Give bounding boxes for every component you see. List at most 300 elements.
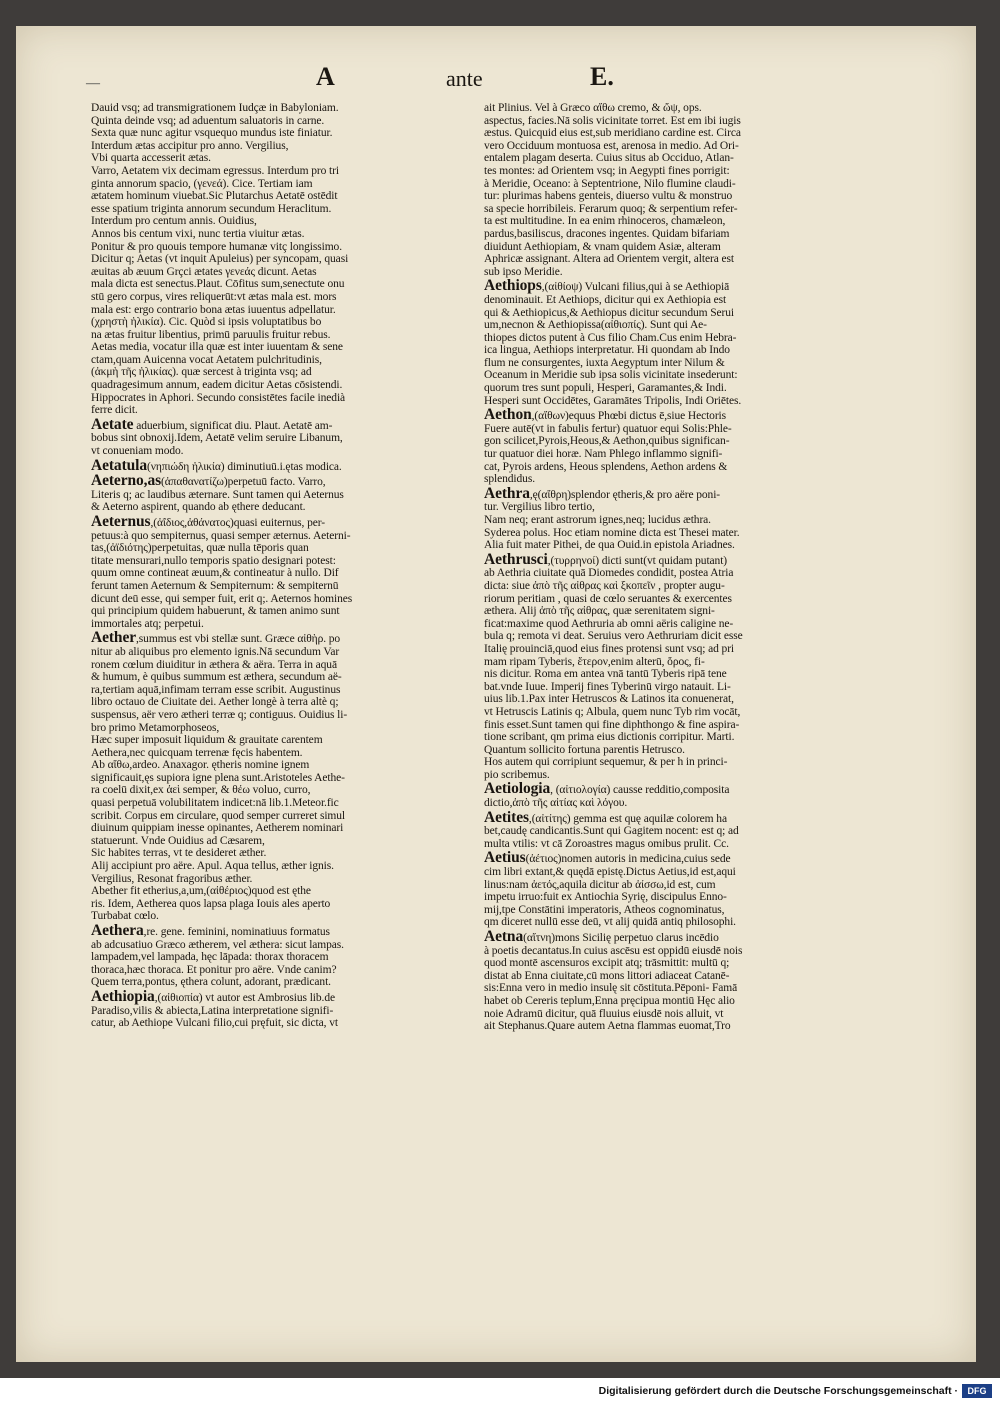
text-line — [91, 1017, 474, 1030]
header-right-letter: E. — [590, 62, 614, 91]
text-line — [91, 392, 474, 405]
line-text: Quantum sollicito fortuna parentis Hetrusco. — [484, 743, 685, 756]
text-line — [91, 115, 474, 128]
line-text: ,(ἀΐδιος,ἀθάνατος)quasi euiternus, per- — [150, 517, 325, 529]
text-line — [484, 995, 856, 1008]
entry-headword: Aeterno,as — [91, 472, 162, 490]
text-line — [91, 910, 474, 923]
line-text: habet ob Cereris teplum,Enna pręcipua montiū Hęc alio — [484, 994, 735, 1007]
text-line — [91, 514, 474, 530]
text-line — [484, 307, 856, 320]
line-text: Paradiso,vilis & abiecta,Latina interpretatione signifi- — [91, 1004, 334, 1017]
line-text: ficat:maxime quod Aethruria ab omni aëris caligine ne- — [484, 617, 734, 630]
line-text: Interdum pro centum annis. Ouidius, — [91, 215, 257, 228]
line-text: tur. Vergilius libro tertio, — [484, 501, 595, 514]
line-text: scribit. Corpus em circulare, quod semper curreret simul — [91, 809, 346, 822]
text-line — [484, 681, 856, 694]
text-line — [91, 165, 474, 178]
line-text: ferre dicit. — [91, 404, 138, 417]
text-line — [484, 731, 856, 744]
dfg-logo: DFG — [962, 1384, 992, 1398]
text-line — [91, 759, 474, 772]
entry-headword: Aetites — [484, 808, 529, 826]
line-text: qui & Aethiopicus,& Aethiopus dicitur secundum Serui — [484, 306, 735, 319]
line-text: ab Aethria ciuitate quā Diomedes condidit, postea Atria — [484, 567, 734, 580]
line-text: & humum, è quibus summum est æthera, secundum aë- — [91, 671, 342, 684]
text-line — [91, 152, 474, 165]
line-text: tas,(ἀϊδιότης)perpetuitas, quæ nulla tēporis quan — [91, 542, 309, 555]
line-text: qui principium quidem habuerunt, & tamen animo sunt — [91, 605, 340, 618]
text-line — [91, 329, 474, 342]
line-text: dictio,ἀπὸ τῆς αἰτίας καὶ λόγου. — [484, 797, 628, 810]
line-text: ætatem hominum viuebat.Sic Plutarchus Aetatē ostēdit — [91, 190, 338, 203]
text-line — [91, 734, 474, 747]
line-text: Aphricæ assignant. Altera ad Orientem vergit, altera est — [484, 253, 734, 266]
text-line — [91, 366, 474, 379]
text-line — [91, 266, 474, 279]
line-text: (ἀέτιος)nomen autoris in medicina,cuius sede — [525, 853, 731, 866]
text-line — [484, 215, 856, 228]
line-text: Abether fit etherius,a,um,(αἰθέριος)quod est ęthe — [91, 885, 311, 898]
line-text: ,(τυρρηνοί) dicti sunt(vt quidam putant) — [547, 554, 728, 567]
line-text: significauit,ęs supiora igne plena sunt.Aristoteles Aethe- — [91, 771, 345, 784]
right-column — [484, 102, 856, 1033]
line-text: Syderea polus. Hoc etiam nomine dicta est Thesei mater. — [484, 526, 740, 539]
line-text: tes montes: ad Orientem vsq; in Aegypti fines porrigit: — [484, 164, 730, 177]
line-text: na ætas fruitur libentius, primū paruulis fruitur rebus. — [91, 328, 331, 341]
text-line — [484, 407, 856, 423]
line-text: mala dicta est senectus.Plaut. Cōfitus sum,senectute onu — [91, 278, 345, 291]
line-text: bro primo Metamorphoseos, — [91, 721, 220, 734]
text-line — [91, 810, 474, 823]
text-line — [484, 605, 856, 618]
line-text: (ἀπαθανατίζω)perpetuū facto. Varro, — [161, 476, 326, 489]
text-line — [91, 646, 474, 659]
line-text: , (αἰτιολογία) causse redditio,composita — [550, 784, 730, 797]
book-page — [16, 26, 976, 1362]
text-line — [484, 203, 856, 216]
text-line — [484, 957, 856, 970]
text-line — [484, 970, 856, 983]
text-line — [484, 656, 856, 669]
text-line — [484, 1020, 856, 1033]
text-line — [484, 825, 856, 838]
line-text: titate mensurari,nullo temporis spatio designari potest: — [91, 554, 336, 567]
text-line — [91, 951, 474, 964]
text-line — [91, 379, 474, 392]
text-line — [484, 916, 856, 929]
text-line — [484, 929, 856, 945]
line-text: bat.vnde Iuue. Imperij fines Tyberinū virgo natauit. Li- — [484, 680, 731, 693]
text-line — [91, 747, 474, 760]
text-line — [484, 618, 856, 631]
text-line — [484, 514, 856, 527]
line-text: ra coelū dixit,ex ἀεὶ semper, & θέω voluo, curro, — [91, 784, 311, 797]
text-line — [484, 693, 856, 706]
funding-credit: Digitalisierung gefördert durch die Deutsche Forschungsgemeinschaft · — [598, 1385, 958, 1397]
line-text: tur: plurimas habens genteis, diuerso vultu & monstruo — [484, 190, 733, 203]
entry-headword: Aetatula — [91, 456, 148, 474]
text-line — [91, 873, 474, 886]
line-text: denominauit. Et Aethiops, dicitur qui ex Aethiopia est — [484, 293, 727, 306]
line-text: Dicitur q; Aetas (vt inquit Apuleius) per syncopam, quasi — [91, 253, 349, 266]
text-line — [91, 102, 474, 115]
text-line — [91, 190, 474, 203]
line-text: ra,tertiam aquā,infimam terram esse scribit. Augustinus — [91, 683, 341, 696]
line-text: Ab αἴθω,ardeo. Anaxagor. ętheris nomine ignem — [91, 759, 310, 772]
text-line — [484, 241, 856, 254]
line-text: nitur ab aliquibus pro elemento ignis.Nā secundum Var — [91, 645, 340, 658]
text-line — [484, 319, 856, 332]
line-text: Italię prouinciā,quod eius fines protensi sunt vsq; ad pri — [484, 642, 735, 655]
text-line — [91, 445, 474, 458]
line-text: (αἴτνη)mons Sicilię perpetuo clarus incēdio — [523, 932, 719, 944]
entry-headword: Aethra — [484, 484, 530, 502]
line-text: sis:Enna vero in medio insulę sit cōstituta.Pēponi- Famā — [484, 982, 738, 995]
text-line — [484, 706, 856, 719]
line-text: (ἀκμὴ τῆς ἡλικίας). quæ sercest à triginta vsq; ad — [91, 366, 312, 379]
line-text: Hos autem qui corripiunt sequemur, & per h in princi- — [484, 756, 728, 769]
text-line — [91, 630, 474, 646]
line-text: ,(αἰθιοπία) vt autor est Ambrosius lib.de — [154, 991, 335, 1004]
line-text: Hæc super imposuit liquidum & grauitate carentem — [91, 734, 323, 747]
line-text: ginta annorum spacio, (γενεά). Cice. Tertiam iam — [91, 177, 313, 190]
line-text: ferunt tamen Aeternum & Sempiternum: & sempiternū — [91, 579, 339, 592]
line-text: Interdum ætas accipitur pro anno. Vergilius, — [91, 139, 289, 152]
text-line — [91, 580, 474, 593]
line-text: thiopes dictos putent à Cus filio Cham.Cus enim Hebra- — [484, 331, 737, 344]
line-text: Turbabat cœlo. — [91, 910, 159, 923]
text-line — [484, 797, 856, 810]
line-text: riorum peritiam , quasi de cœlo seruantes & exercentes — [484, 592, 732, 605]
line-text: uius lib.1.Pax inter Hetruscos & Latinos ita conuenerat, — [484, 693, 734, 706]
line-text: petuus:à quo sempiternus, quasi semper æternus. Aeterni- — [91, 529, 351, 542]
text-line — [91, 354, 474, 367]
line-text: mij,tpe Constātini imperatoris, Atheos cognominatus, — [484, 903, 725, 916]
text-line — [91, 473, 474, 489]
text-line — [484, 486, 856, 502]
text-line — [484, 102, 856, 115]
text-line — [91, 458, 474, 474]
text-line — [484, 140, 856, 153]
text-line — [91, 835, 474, 848]
line-text: ,(αἰτίτης) gemma est quę aquilæ colorem ha — [528, 812, 727, 825]
line-text: & Aeterno aspirent, quando ab ęthere deducant. — [91, 501, 306, 514]
text-line — [484, 630, 856, 643]
line-text: bobus sint obnoxij.Idem, Aetatē velim seruire Libanum, — [91, 432, 343, 445]
text-line — [484, 527, 856, 540]
line-text: ica lingua, Aethiops interpretatur. Hi quondam ab Indo — [484, 344, 730, 357]
running-header — [16, 62, 976, 102]
text-line — [91, 291, 474, 304]
line-text: tur quatuor diei horæ. Nam Phlego inflammo signifi- — [484, 448, 723, 461]
line-text: mam ripam Tyberis, ἕτερον,enim alterū, ὄρος, fi- — [484, 655, 705, 668]
text-line — [484, 567, 856, 580]
text-line — [91, 253, 474, 266]
text-line — [484, 982, 856, 995]
line-text: ctam,quam Auicenna vocat Aetatem pulchritudinis, — [91, 353, 322, 366]
line-text: Vergilius, Resonat fragoribus æther. — [91, 872, 253, 885]
text-line — [91, 964, 474, 977]
line-text: ab adcusatiuo Græco ætherem, vel æthera: sicut lampas. — [91, 938, 344, 951]
line-text: Dauid vsq; ad transmigrationem Iudçæ in Babyloniam. — [91, 102, 339, 114]
line-text: distat ab Enna ciuitate,cū mons littori adiaceat Catanē- — [484, 969, 730, 982]
line-text: ris. Idem, Aetherea quos lapsa plaga Iouis ales aperto — [91, 897, 331, 910]
line-text: vt conueniam modo. — [91, 445, 184, 458]
line-text: Hesperi sunt Occidētes, Garamātes Tripolis, Indi Oriētes. — [484, 394, 742, 407]
text-line — [91, 885, 474, 898]
text-line — [484, 190, 856, 203]
line-text: aduerbium, significat diu. Plaut. Aetatē am- — [133, 419, 333, 432]
line-text: sub ipso Meridie. — [484, 265, 563, 278]
text-line — [91, 684, 474, 697]
text-line — [91, 489, 474, 502]
text-line — [484, 357, 856, 370]
margin-mark: — — [86, 76, 100, 91]
line-text: um,necnon & Aethiopissa(αἰθιοπίς). Sunt qui Ae- — [484, 319, 707, 332]
line-text: statuerunt. Vnde Ouidius ad Cæsarem, — [91, 834, 265, 847]
text-line — [484, 744, 856, 757]
entry-headword: Aether — [91, 629, 137, 647]
text-line — [91, 722, 474, 735]
text-line — [91, 417, 474, 433]
line-text: linus:nam ἀετός,aquila dicitur ab ἀίσσω,id est, cum — [484, 878, 716, 891]
text-line — [484, 294, 856, 307]
line-text: Alia fuit mater Pithei, de qua Ouid.in epistola Ariadnes. — [484, 539, 735, 552]
text-line — [484, 423, 856, 436]
entry-headword: Aetius — [484, 849, 526, 867]
line-text: Annos bis centum vixi, nunc tertia viuitur ætas. — [91, 227, 305, 240]
entry-headword: Aetiologia — [484, 780, 551, 798]
text-line — [484, 838, 856, 851]
text-line — [484, 866, 856, 879]
line-text: nis dicitur. Roma em antea vnā tantū Tyberis ripā tene — [484, 668, 727, 681]
line-text: à Meridie, Oceano: à Septentrione, Nilo flumine claudi- — [484, 177, 736, 190]
text-line — [91, 696, 474, 709]
line-text: cat, Pyrois ardens, Heous splendens, Aethon ardens & — [484, 460, 728, 473]
text-line — [91, 140, 474, 153]
line-text: ronem cœlum diuiditur in æthera & aëra. Terra in aquā — [91, 658, 337, 671]
text-line — [484, 127, 856, 140]
line-text: Varro, Aetatem vix decimam egressus. Interdum pro tri — [91, 164, 339, 177]
entry-headword: Aethera — [91, 922, 144, 939]
line-text: (χρηστὴ ἡλικία). Cic. Quòd si ipsis voluptatibus bo — [91, 316, 322, 329]
line-text: quadragesimum annum, eadem dicitur Aetas cōsistendi. — [91, 379, 343, 392]
text-line — [484, 501, 856, 514]
line-text: libro octauo de Ciuitate dei. Aether longè à terra altè q; — [91, 696, 339, 709]
text-line — [91, 304, 474, 317]
line-text: ait Plinius. Vel à Græco αἴθω cremo, & ὤψ, ops. — [484, 102, 702, 114]
line-text: Nam neq; erant astrorum ignes,neq; lucidus æthra. — [484, 514, 711, 526]
text-line — [484, 165, 856, 178]
text-line — [484, 395, 856, 408]
line-text: Quinta deinde vsq; ad aduentum saluatoris in carne. — [91, 114, 325, 127]
line-text: multa vtilis: vt cā Zoroastres magus omibus prulit. Cc. — [484, 837, 729, 850]
line-text: qm diceret nullū esse deū, vt alij quidā antiq philosophi. — [484, 916, 736, 929]
text-line — [484, 382, 856, 395]
line-text: bula q; remota vi deat. Seruius vero Aethruriam dicit esse — [484, 630, 743, 643]
line-text: ,re. gene. feminini, nominatiuus formatus — [143, 926, 330, 938]
line-text: thoraca,hæc thoraca. Et ponitur pro aëre. Vnde canim? — [91, 963, 337, 976]
text-line — [484, 850, 856, 866]
text-line — [484, 461, 856, 474]
line-text: tione scribant, qm prima eius dictionis corripitur. Marti. — [484, 731, 735, 744]
entry-headword: Aethiopia — [91, 987, 155, 1005]
text-line — [484, 781, 856, 797]
text-line — [484, 643, 856, 656]
line-text: entalem plagam deserta. Cuius situs ab Occiduo, Atlan- — [484, 152, 734, 165]
line-text: impetu irruo:fuit ex Antiochia Syrię, discipulus Enno- — [484, 891, 727, 904]
text-line — [91, 567, 474, 580]
line-text: æuitas ab æuum Grçci ætates γενεάς dicunt. Aetas — [91, 265, 317, 278]
text-line — [91, 797, 474, 810]
line-text: quasi perpetuā volubilitatem indicet:nā lib.1.Meteor.fic — [91, 797, 339, 810]
text-line — [91, 241, 474, 254]
line-text: (νηπιώδη ἡλικία) diminutiuū.i.ętas modica. — [147, 460, 342, 473]
text-line — [484, 115, 856, 128]
text-line — [91, 127, 474, 140]
text-line — [484, 152, 856, 165]
line-text: Literis q; ac laudibus æternare. Sunt tamen qui Aeternus — [91, 488, 344, 501]
text-line — [91, 178, 474, 191]
text-line — [484, 448, 856, 461]
line-text: ,(αἰθίοψ) Vulcani filius,qui à se Aethiopiā — [541, 281, 730, 294]
entry-headword: Aetna — [484, 928, 524, 945]
entry-headword: Aethrusci — [484, 550, 548, 568]
text-line — [484, 719, 856, 732]
line-text: Hippocrates in Aphori. Secundo consistētes facile inedià — [91, 391, 346, 404]
line-text: sa specie horribileis. Ferarum quoq; & serpentium refer- — [484, 202, 738, 215]
line-text: ait Stephanus.Quare autem Aetna flammas euomat,Tro — [484, 1020, 731, 1033]
line-text: Fuere autē(vt in fabulis fertur) quatuor equi Solis:Phle- — [484, 422, 732, 435]
line-text: Alij accipiunt pro aëre. Apul. Aqua tellus, æther ignis. — [91, 860, 334, 873]
line-text: Aethera,nec quicquam terrenæ fęcis habentem. — [91, 746, 303, 759]
line-text: pardus,basiliscus, dracones ingentes. Quidam bifariam — [484, 227, 730, 240]
line-text: ,ę(αἴθρη)splendor ętheris,& pro aëre poni- — [529, 488, 721, 501]
line-text: vero Occiduum montuosa est, arenosa in medio. Ad Ori- — [484, 139, 739, 152]
text-line — [91, 530, 474, 543]
line-text: vt Hetruscis Latinis q; Albula, quem nunc Tyb rim vocāt, — [484, 705, 741, 718]
text-line — [91, 215, 474, 228]
entry-headword: Aetate — [91, 415, 134, 433]
text-line — [91, 860, 474, 873]
line-text: bet,caudę candicantis.Sunt qui Gagitem nocent: est q; ad — [484, 825, 739, 838]
line-text: Aetas media, vocatur illa quæ est inter iuuentam & sene — [91, 341, 343, 354]
header-left-letter: A — [316, 62, 335, 91]
text-line — [484, 473, 856, 486]
line-text: Oceanum in Meridie sub ipsa solis vicinitate insederunt: — [484, 369, 738, 382]
text-line — [91, 772, 474, 785]
line-text: dicunt deū esse, qui semper fuit, erit q;. Aeternos homines — [91, 592, 353, 605]
text-line — [91, 432, 474, 445]
text-line — [91, 278, 474, 291]
text-line — [91, 618, 474, 631]
text-line — [484, 344, 856, 357]
text-line — [484, 278, 856, 294]
text-line — [484, 945, 856, 958]
text-line — [484, 593, 856, 606]
text-line — [91, 1005, 474, 1018]
line-text: cim libri extant,& quędā epistę.Dictus Aetius,id est,aqui — [484, 866, 736, 879]
text-line — [91, 923, 474, 939]
line-text: quum omne contineat æuum,& contineatur à nullo. Dif — [91, 567, 339, 580]
line-text: suspensus, aër vero ætheri terræ q; contiguus. Ouidius li- — [91, 708, 348, 721]
text-line — [91, 847, 474, 860]
text-line — [91, 784, 474, 797]
line-text: quod montē ascensuros excipit atq; trāsmittit: multū q; — [484, 957, 730, 970]
text-line — [484, 810, 856, 826]
line-text: mala est: ergo contrario bona ætas iuuentus adpellatur. — [91, 303, 336, 316]
line-text: esse spatium triginta annorum secundum Heraclitum. — [91, 202, 332, 215]
text-line — [484, 891, 856, 904]
line-text: catur, ab Aethiope Vulcani filio,cui pręfuit, sic dicta, vt — [91, 1017, 338, 1030]
line-text: diuinum quippiam inesse opinantes, Aetherem nominari — [91, 822, 344, 835]
text-line — [91, 939, 474, 952]
entry-headword: Aeternus — [91, 513, 151, 530]
text-line — [484, 756, 856, 769]
line-text: ,summus est vbi stellæ sunt. Græce αἰθὴρ. po — [136, 633, 341, 646]
left-column — [91, 102, 474, 1030]
line-text: finis esset.Sunt tamen qui fine diphthongo & fine aspira- — [484, 718, 740, 731]
text-line — [91, 659, 474, 672]
text-line — [91, 316, 474, 329]
entry-headword: Aethon — [484, 406, 532, 424]
text-line — [91, 228, 474, 241]
text-line — [484, 435, 856, 448]
text-line — [91, 555, 474, 568]
text-line — [484, 332, 856, 345]
line-text: Ponitur & pro quouis tempore humanæ vitç longissimo. — [91, 240, 342, 253]
line-text: Vbi quarta accesserit ætas. — [91, 152, 211, 165]
line-text: æthera. Alij ἀπὸ τῆς αἰθρας, quæ serenitatem signi- — [484, 605, 715, 618]
line-text: aspectus, facies.Nā solis vicinitate torret. Est em ibi iugis — [484, 114, 741, 127]
line-text: diuidunt Aethiopiam, & vnam quidem Asiæ, alteram — [484, 240, 721, 253]
text-line — [91, 404, 474, 417]
text-line — [484, 253, 856, 266]
line-text: pio scribemus. — [484, 768, 550, 781]
line-text: stū gero corpus, vires reliquerūt:vt ætas mala est. mors — [91, 290, 337, 303]
line-text: æstus. Quicquid eius est,sub meridiano cardine est. Circa — [484, 127, 741, 140]
text-line — [484, 879, 856, 892]
line-text: Sic habites terras, vt te desideret æther. — [91, 847, 267, 860]
text-line — [484, 369, 856, 382]
line-text: à poetis decantatus.In cuius ascēsu est oppidū eiusdē nois — [484, 944, 743, 957]
text-line — [91, 898, 474, 911]
text-line — [484, 228, 856, 241]
line-text: dicta: siue ἀπὸ τῆς αἰθρας καὶ ξκοπεῖν , propter augu- — [484, 579, 725, 592]
text-line — [91, 593, 474, 606]
line-text: Quem terra,pontus, ęthera colunt, adorant, prædicant. — [91, 976, 331, 989]
text-line — [91, 709, 474, 722]
line-text: lampadem,vel lampada, hęc lāpada: thorax thoracem — [91, 951, 329, 964]
text-line — [484, 552, 856, 568]
line-text: flum ne consurgentes, iuxta Aegyptum inter Nilum & — [484, 356, 725, 369]
text-line — [91, 341, 474, 354]
line-text: gon scilicet,Pyrois,Heous,& Aethon,quibus significan- — [484, 435, 730, 448]
text-line — [484, 668, 856, 681]
text-line — [91, 989, 474, 1005]
footer-bar — [0, 1378, 1000, 1404]
header-middle-word: ante — [446, 66, 483, 91]
text-line — [484, 178, 856, 191]
text-line — [484, 904, 856, 917]
text-line — [484, 1008, 856, 1021]
line-text: splendidus. — [484, 473, 535, 486]
entry-headword: Aethiops — [484, 277, 542, 295]
line-text: noie Adramū dicitur, quā fluuius eiusdē nois alluit, vt — [484, 1007, 724, 1020]
line-text: immortales atq; perpetui. — [91, 617, 204, 630]
text-line — [484, 580, 856, 593]
